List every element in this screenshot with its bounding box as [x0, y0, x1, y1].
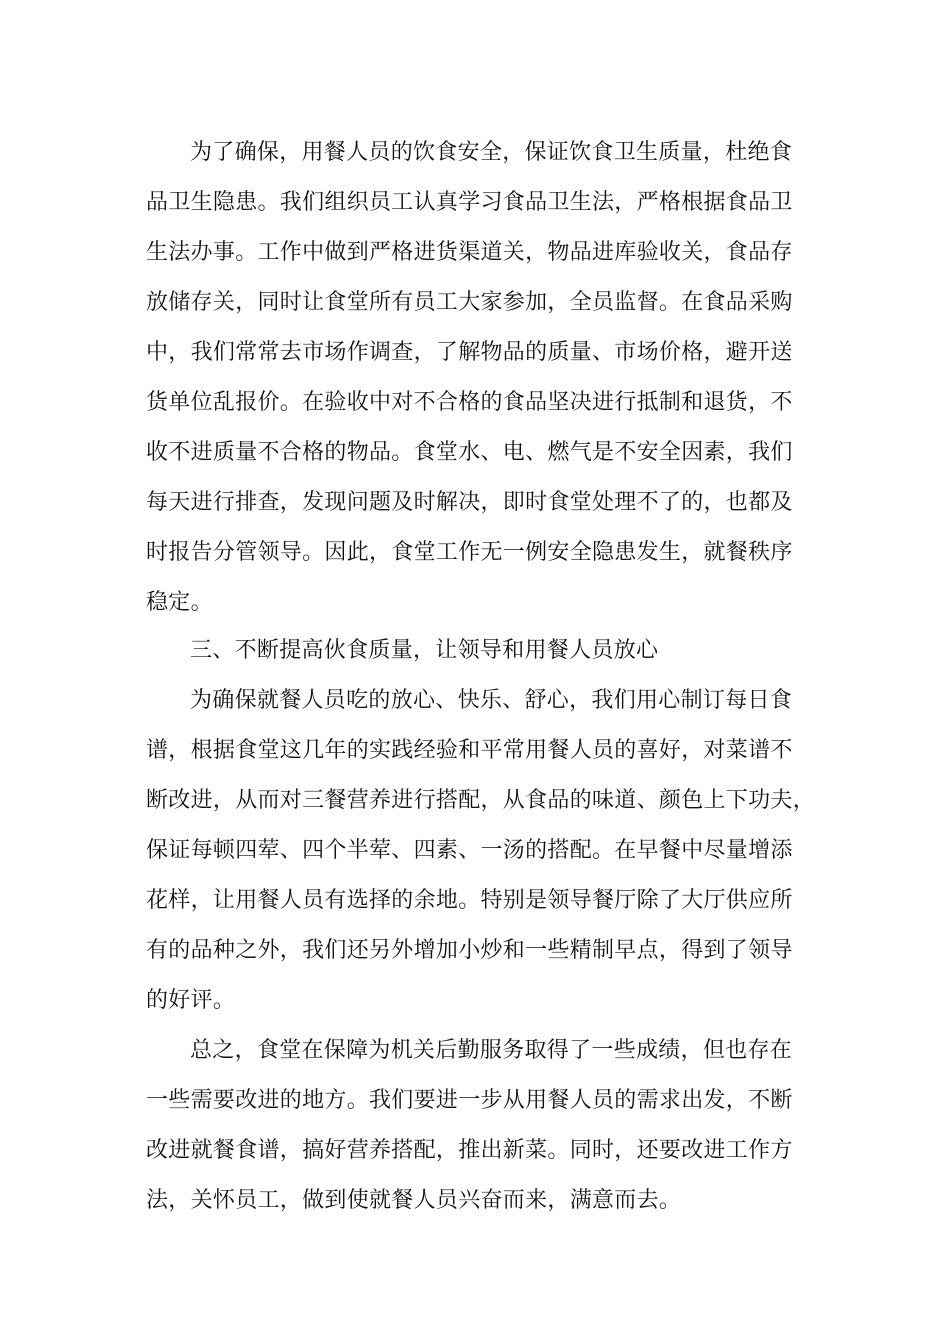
text-line: 有的品种之外，我们还另外增加小炒和一些精制早点，得到了领导	[146, 938, 793, 963]
text-line: 为确保就餐人员吃的放心、快乐、舒心，我们用心制订每日食	[190, 688, 793, 713]
text-line: 总之，食堂在保障为机关后勤服务取得了一些成绩，但也存在	[190, 1038, 793, 1063]
text-line: 每天进行排查，发现问题及时解决，即时食堂处理不了的，也都及	[146, 490, 793, 515]
text-line: 为了确保，用餐人员的饮食安全，保证饮食卫生质量，杜绝食	[190, 140, 793, 165]
text-line: 改进就餐食谱，搞好营养搭配，推出新菜。同时，还要改进工作方	[146, 1138, 793, 1163]
text-line: 谱，根据食堂这几年的实践经验和平常用餐人员的喜好，对菜谱不	[146, 738, 793, 763]
text-line: 断改进，从而对三餐营养进行搭配，从食品的味道、颜色上下功夫，	[146, 788, 816, 813]
text-line: 一些需要改进的地方。我们要进一步从用餐人员的需求出发，不断	[146, 1088, 793, 1113]
text-line: 的好评。	[146, 988, 236, 1013]
text-line: 生法办事。工作中做到严格进货渠道关，物品进库验收关，食品存	[146, 240, 793, 265]
text-line: 放储存关，同时让食堂所有员工大家参加，全员监督。在食品采购	[146, 290, 793, 315]
text-line: 法，关怀员工，做到使就餐人员兴奋而来，满意而去。	[146, 1188, 682, 1213]
text-line: 稳定。	[146, 590, 213, 615]
text-line: 保证每顿四荤、四个半荤、四素、一汤的搭配。在早餐中尽量增添	[146, 838, 793, 863]
text-line: 花样，让用餐人员有选择的余地。特别是领导餐厅除了大厅供应所	[146, 888, 793, 913]
text-line: 货单位乱报价。在验收中对不合格的食品坚决进行抵制和退货，不	[146, 390, 793, 415]
text-line: 品卫生隐患。我们组织员工认真学习食品卫生法，严格根据食品卫	[146, 190, 793, 215]
text-line: 时报告分管领导。因此，食堂工作无一例安全隐患发生，就餐秩序	[146, 540, 793, 565]
section-heading: 三、不断提高伙食质量，让领导和用餐人员放心	[190, 638, 659, 663]
text-line: 中，我们常常去市场作调查，了解物品的质量、市场价格，避开送	[146, 340, 793, 365]
text-line: 收不进质量不合格的物品。食堂水、电、燃气是不安全因素，我们	[146, 440, 793, 465]
